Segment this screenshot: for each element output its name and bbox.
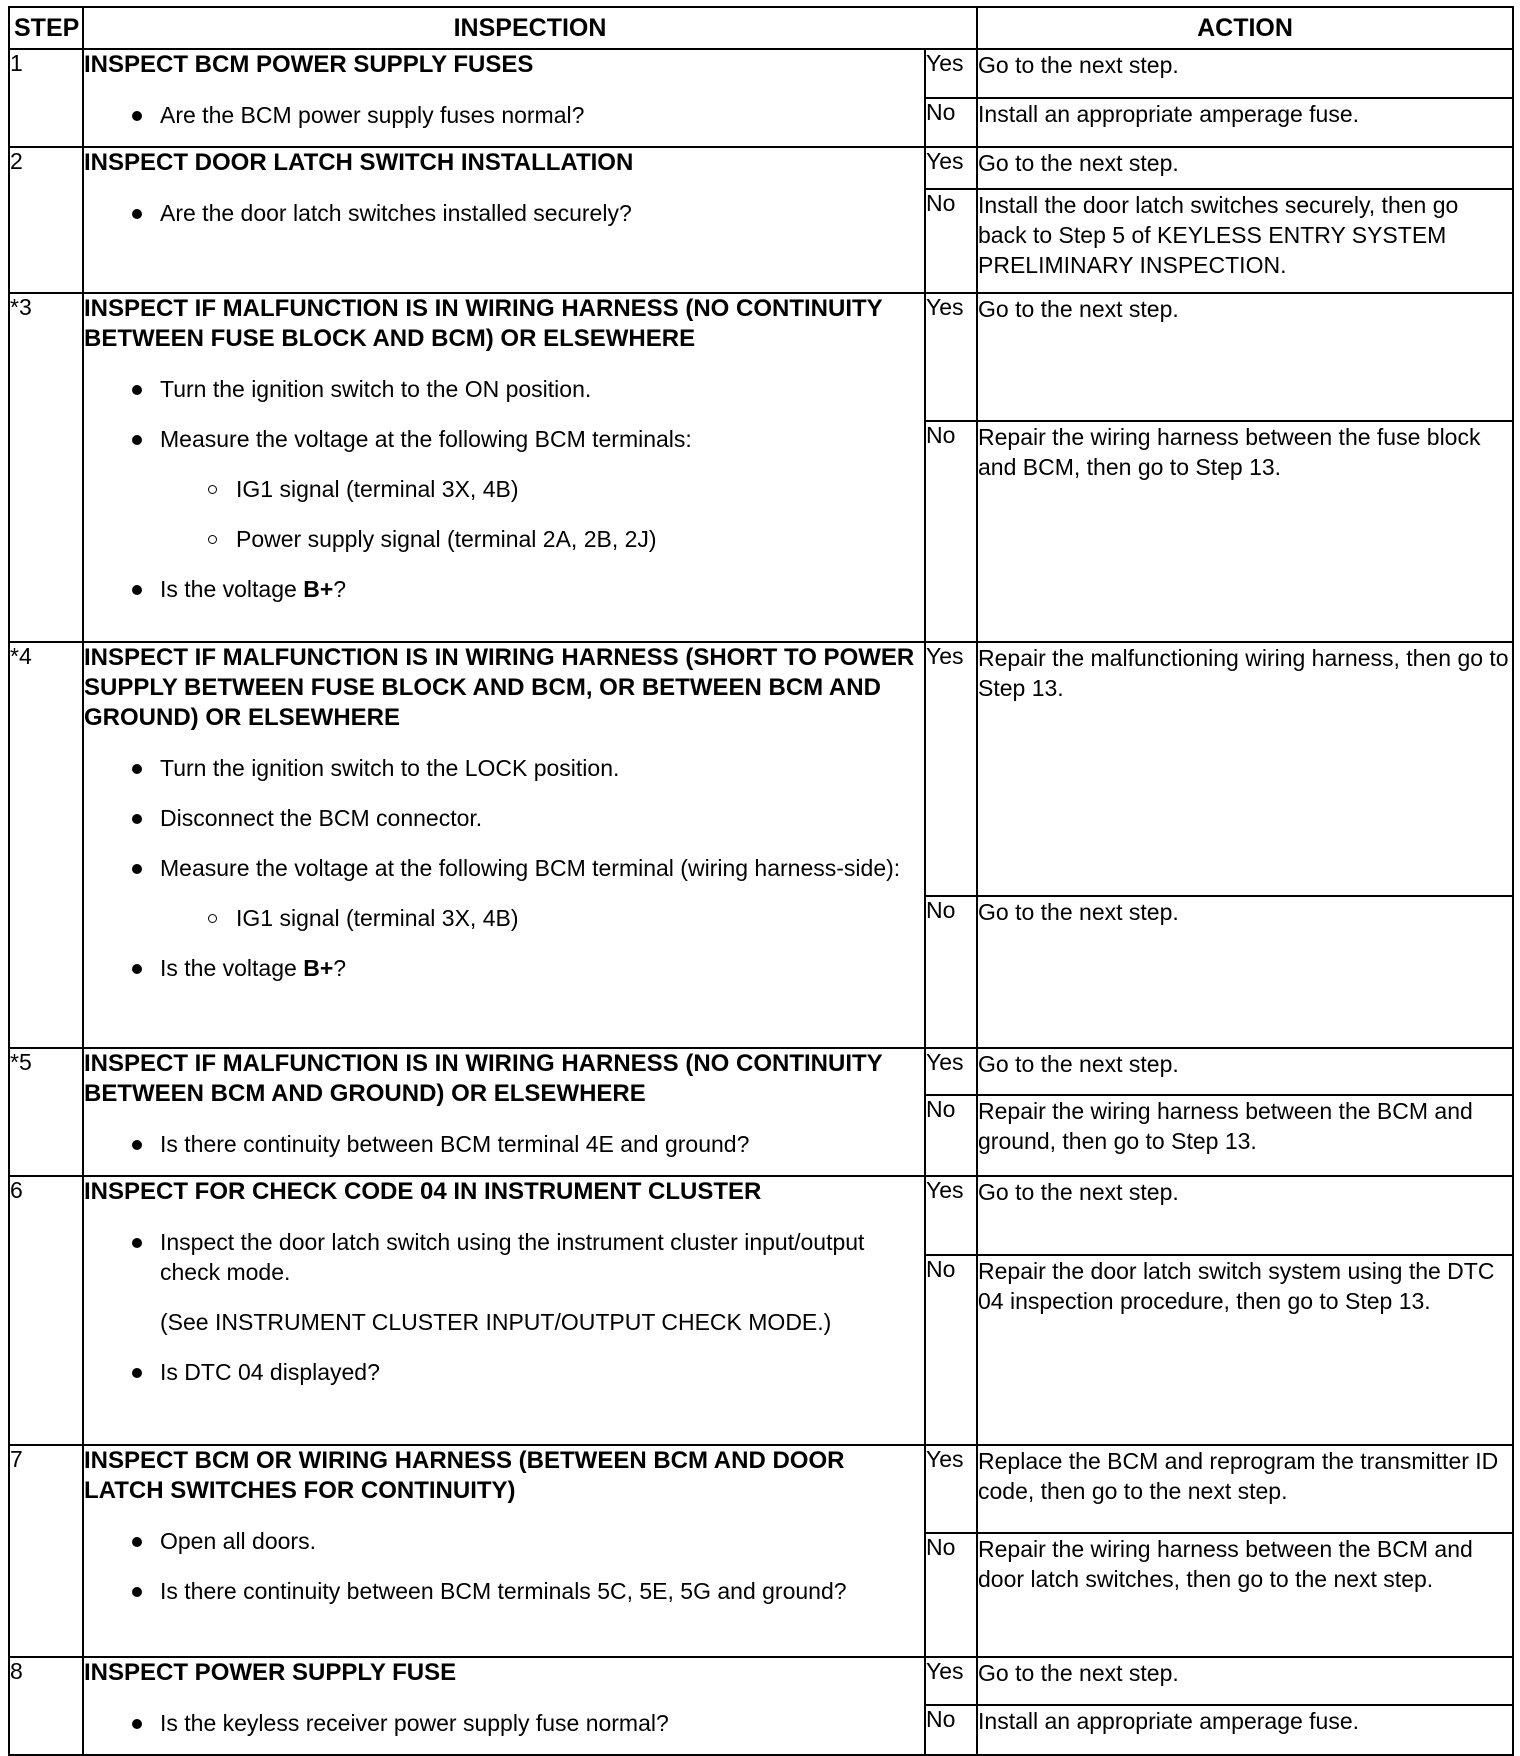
no-action: Install an appropriate amperage fuse. bbox=[977, 1705, 1513, 1755]
inspection-title: INSPECT IF MALFUNCTION IS IN WIRING HARNESS (NO CONTINUITY BETWEEN BCM AND GROUND) OR ELSEWHERE bbox=[84, 1050, 883, 1107]
yes-action: Go to the next step. bbox=[977, 147, 1513, 189]
voltage-value: B+ bbox=[303, 955, 334, 981]
inspection-cell bbox=[83, 49, 925, 147]
header-inspection: INSPECTION bbox=[83, 7, 977, 49]
bullet-item: Inspect the door latch switch using the instrument cluster input/output check mode. bbox=[84, 1227, 924, 1287]
no-label: No bbox=[925, 1705, 977, 1755]
no-action: Repair the wiring harness between the BCM and door latch switches, then go to the next step. bbox=[977, 1533, 1513, 1657]
table-row bbox=[9, 1657, 1513, 1705]
inspection-title: INSPECT BCM OR WIRING HARNESS (BETWEEN BCM AND DOOR LATCH SWITCHES FOR CONTINUITY) bbox=[84, 1447, 845, 1504]
yes-label: Yes bbox=[925, 293, 977, 421]
table-row bbox=[9, 642, 1513, 896]
inspection-cell bbox=[83, 1048, 925, 1176]
inspection-cell bbox=[83, 1445, 925, 1657]
bullet-item bbox=[84, 574, 924, 604]
no-label: No bbox=[925, 896, 977, 1048]
no-action: Repair the wiring harness between the fuse block and BCM, then go to Step 13. bbox=[977, 421, 1513, 642]
inspection-cell bbox=[83, 1176, 925, 1445]
inspection-cell bbox=[83, 1657, 925, 1755]
no-label: No bbox=[925, 421, 977, 642]
bullet-item: Measure the voltage at the following BCM terminals: bbox=[84, 424, 924, 454]
yes-label: Yes bbox=[925, 1048, 977, 1095]
no-label: No bbox=[925, 189, 977, 293]
inspection-title: INSPECT IF MALFUNCTION IS IN WIRING HARNESS (NO CONTINUITY BETWEEN FUSE BLOCK AND BCM) OR ELSEWHERE bbox=[84, 295, 883, 352]
no-label: No bbox=[925, 1255, 977, 1445]
bullet-item: Turn the ignition switch to the LOCK position. bbox=[84, 753, 924, 783]
no-action: Install the door latch switches securely, then go back to Step 5 of KEYLESS ENTRY SYSTEM PRELIMINARY INSPECTION. bbox=[977, 189, 1513, 293]
inspection-title: INSPECT IF MALFUNCTION IS IN WIRING HARNESS (SHORT TO POWER SUPPLY BETWEEN FUSE BLOCK AND BCM, OR BETWEEN BCM AND GROUND) OR ELSEWHERE bbox=[84, 644, 915, 731]
table-row bbox=[9, 147, 1513, 189]
step-number: 6 bbox=[9, 1176, 83, 1445]
voltage-value: B+ bbox=[303, 576, 334, 602]
inspection-title: INSPECT POWER SUPPLY FUSE bbox=[84, 1659, 457, 1686]
bullet-item: Open all doors. bbox=[84, 1526, 924, 1556]
inspection-cell bbox=[83, 147, 925, 293]
step-number: *4 bbox=[9, 642, 83, 1048]
yes-action: Go to the next step. bbox=[977, 1176, 1513, 1255]
no-action: Repair the door latch switch system using the DTC 04 inspection procedure, then go to Step 13. bbox=[977, 1255, 1513, 1445]
bullet-text: Is the voltage bbox=[160, 955, 304, 981]
bullet-item: Are the BCM power supply fuses normal? bbox=[84, 100, 924, 130]
table-row bbox=[9, 49, 1513, 98]
inspection-cell bbox=[83, 642, 925, 1048]
yes-action: Go to the next step. bbox=[977, 49, 1513, 98]
bullet-item: Is there continuity between BCM terminal 4E and ground? bbox=[84, 1129, 924, 1159]
bullet-item bbox=[84, 953, 924, 983]
bullet-item: Disconnect the BCM connector. bbox=[84, 803, 924, 833]
no-label: No bbox=[925, 1095, 977, 1176]
yes-action: Go to the next step. bbox=[977, 1048, 1513, 1095]
step-number: *5 bbox=[9, 1048, 83, 1176]
no-label: No bbox=[925, 1533, 977, 1657]
table-row bbox=[9, 293, 1513, 421]
inspection-cell bbox=[83, 293, 925, 642]
yes-action: Repair the malfunctioning wiring harness, then go to Step 13. bbox=[977, 642, 1513, 896]
no-action: Install an appropriate amperage fuse. bbox=[977, 98, 1513, 147]
bullet-text-end: ? bbox=[333, 576, 347, 602]
no-action: Go to the next step. bbox=[977, 896, 1513, 1048]
step-number: 1 bbox=[9, 49, 83, 147]
inspection-table bbox=[8, 6, 1514, 1756]
step-number: 2 bbox=[9, 147, 83, 293]
inspection-title: INSPECT DOOR LATCH SWITCH INSTALLATION bbox=[84, 149, 634, 176]
yes-action: Replace the BCM and reprogram the transmitter ID code, then go to the next step. bbox=[977, 1445, 1513, 1533]
yes-label: Yes bbox=[925, 642, 977, 896]
no-action: Repair the wiring harness between the BCM and ground, then go to Step 13. bbox=[977, 1095, 1513, 1176]
sub-bullet-item: Power supply signal (terminal 2A, 2B, 2J) bbox=[84, 524, 924, 554]
header-action: ACTION bbox=[977, 7, 1513, 49]
header-row bbox=[9, 7, 1513, 49]
bullet-item: Turn the ignition switch to the ON position. bbox=[84, 374, 924, 404]
sub-bullet-item: IG1 signal (terminal 3X, 4B) bbox=[84, 903, 924, 933]
step-number: 7 bbox=[9, 1445, 83, 1657]
note-text: (See INSTRUMENT CLUSTER INPUT/OUTPUT CHECK MODE.) bbox=[160, 1309, 832, 1335]
bullet-text-end: ? bbox=[333, 955, 347, 981]
no-label: No bbox=[925, 98, 977, 147]
sub-bullet-item: IG1 signal (terminal 3X, 4B) bbox=[84, 474, 924, 504]
step-number: *3 bbox=[9, 293, 83, 642]
bullet-item: Measure the voltage at the following BCM terminal (wiring harness-side): bbox=[84, 853, 924, 883]
step-number: 8 bbox=[9, 1657, 83, 1755]
table-row bbox=[9, 1176, 1513, 1255]
bullet-item: Are the door latch switches installed securely? bbox=[84, 198, 924, 228]
bullet-item: Is there continuity between BCM terminals 5C, 5E, 5G and ground? bbox=[84, 1576, 924, 1606]
table-row bbox=[9, 1445, 1513, 1533]
bullet-text: Is the voltage bbox=[160, 576, 304, 602]
yes-action: Go to the next step. bbox=[977, 293, 1513, 421]
yes-label: Yes bbox=[925, 49, 977, 98]
table-row bbox=[9, 1048, 1513, 1095]
inspection-title: INSPECT BCM POWER SUPPLY FUSES bbox=[84, 51, 534, 78]
bullet-item: Is the keyless receiver power supply fuse normal? bbox=[84, 1708, 924, 1738]
bullet-item: Is DTC 04 displayed? bbox=[84, 1357, 924, 1387]
yes-action: Go to the next step. bbox=[977, 1657, 1513, 1705]
header-step: STEP bbox=[9, 7, 83, 49]
yes-label: Yes bbox=[925, 1445, 977, 1533]
yes-label: Yes bbox=[925, 1657, 977, 1705]
yes-label: Yes bbox=[925, 147, 977, 189]
yes-label: Yes bbox=[925, 1176, 977, 1255]
inspection-title: INSPECT FOR CHECK CODE 04 IN INSTRUMENT CLUSTER bbox=[84, 1178, 762, 1205]
